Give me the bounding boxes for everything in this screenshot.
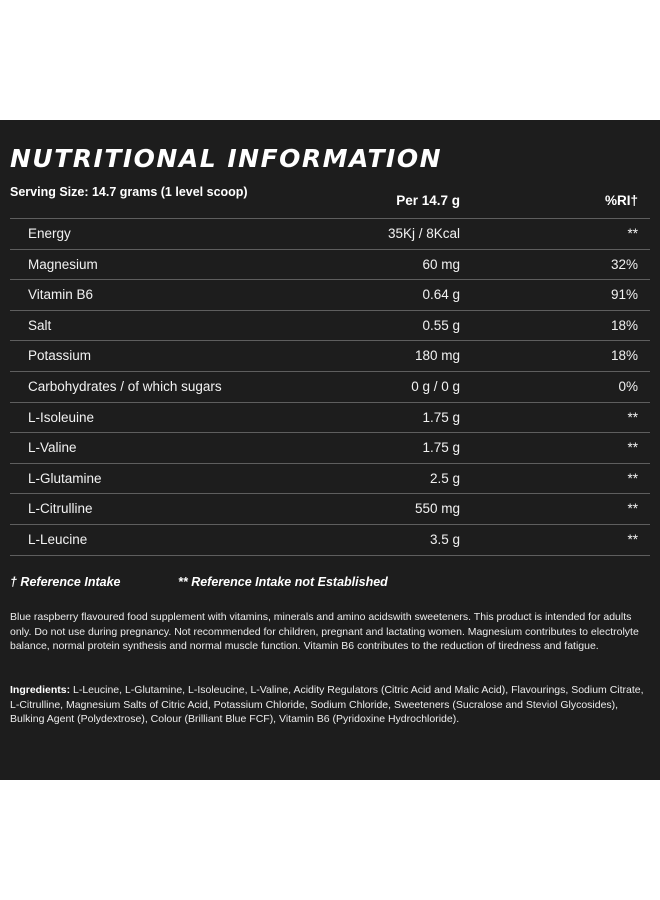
column-header-reference-intake: %RI† (604, 193, 638, 208)
nutrient-ri: 91% (610, 287, 638, 303)
nutrition-table (10, 218, 650, 556)
panel-title: NUTRITIONAL INFORMATION (10, 144, 443, 173)
nutrient-name: Salt (28, 317, 52, 333)
serving-size: Serving Size: 14.7 grams (1 level scoop) (10, 185, 248, 199)
nutrient-amount: 60 mg (422, 256, 460, 272)
nutrient-name: L-Citrulline (28, 501, 93, 517)
footnotes (10, 575, 388, 589)
table-row (10, 464, 650, 495)
ingredients-text: L-Leucine, L-Glutamine, L-Isoleucine, L-Valine, Acidity Regulators (Citric Acid and Malic Acid), Flavourings, Sodium Citrate, L-Citrulline, Magnesium Salts of Citric Acid, Potassium Chloride, Sodium Chloride, Sweeteners (Sucralose and Steviol Glycosides), Bulking Agent (Polydextrose), Colour (Brilliant Blue FCF), Vitamin B6 (Pyridoxine Hydrochloride). (10, 684, 644, 726)
nutrient-name: L-Glutamine (28, 470, 102, 486)
table-row (10, 372, 650, 403)
nutrient-name: Carbohydrates / of which sugars (28, 378, 222, 394)
nutrition-panel (0, 120, 660, 780)
nutrient-name: L-Leucine (28, 531, 88, 547)
ingredients-label: Ingredients: (10, 684, 71, 696)
product-description: Blue raspberry flavoured food supplement with vitamins, minerals and amino acidswith sweeteners. This product is intended for adults only. Do not use during pregnancy. Not recommended for children, pregnant and lactating women. Magnesium contributes to electrolyte balance, normal protein synthesis and normal muscle function. Vitamin B6 contributes to the reduction of tiredness and fatigue. (10, 611, 639, 653)
nutrient-name: Vitamin B6 (28, 287, 94, 303)
nutrient-name: L-Valine (28, 440, 77, 456)
table-row (10, 341, 650, 372)
nutrient-amount: 3.5 g (429, 531, 460, 547)
nutrient-ri: ** (627, 531, 638, 547)
nutrient-amount: 2.5 g (429, 470, 460, 486)
nutrient-amount: 35Kj / 8Kcal (387, 226, 460, 241)
table-row (10, 403, 650, 434)
table-row (10, 250, 650, 281)
table-row (10, 494, 650, 525)
nutrient-amount: 0 g / 0 g (411, 378, 460, 394)
nutrient-name: Energy (28, 226, 71, 241)
footnote-not-established: ** Reference Intake not Established (178, 575, 388, 589)
nutrient-name: L-Isoleuine (28, 409, 95, 425)
nutrient-amount: 1.75 g (422, 440, 460, 456)
nutrient-ri: 32% (610, 256, 638, 272)
nutrient-ri: 18% (610, 317, 638, 333)
nutrient-amount: 180 mg (414, 348, 460, 364)
nutrient-ri: ** (627, 501, 638, 517)
table-row (10, 525, 650, 556)
nutrient-ri: ** (627, 440, 638, 456)
nutrient-name: Magnesium (28, 256, 98, 272)
nutrient-ri: ** (627, 409, 638, 425)
table-row (10, 280, 650, 311)
nutrient-ri: 18% (610, 348, 638, 364)
nutrient-ri: ** (627, 470, 638, 486)
nutrient-name: Potassium (28, 348, 92, 364)
nutrient-ri: ** (627, 226, 638, 241)
footnote-reference-intake: † Reference Intake (10, 575, 121, 589)
ingredients-list (10, 683, 655, 727)
column-header-per-serving: Per 14.7 g (396, 193, 460, 208)
nutrient-amount: 550 mg (414, 501, 460, 517)
nutrient-amount: 1.75 g (422, 409, 460, 425)
table-row (10, 311, 650, 342)
nutrient-amount: 0.55 g (422, 317, 460, 333)
table-row (10, 219, 650, 250)
nutrient-amount: 0.64 g (422, 287, 460, 303)
nutrient-ri: 0% (618, 378, 638, 394)
table-row (10, 433, 650, 464)
